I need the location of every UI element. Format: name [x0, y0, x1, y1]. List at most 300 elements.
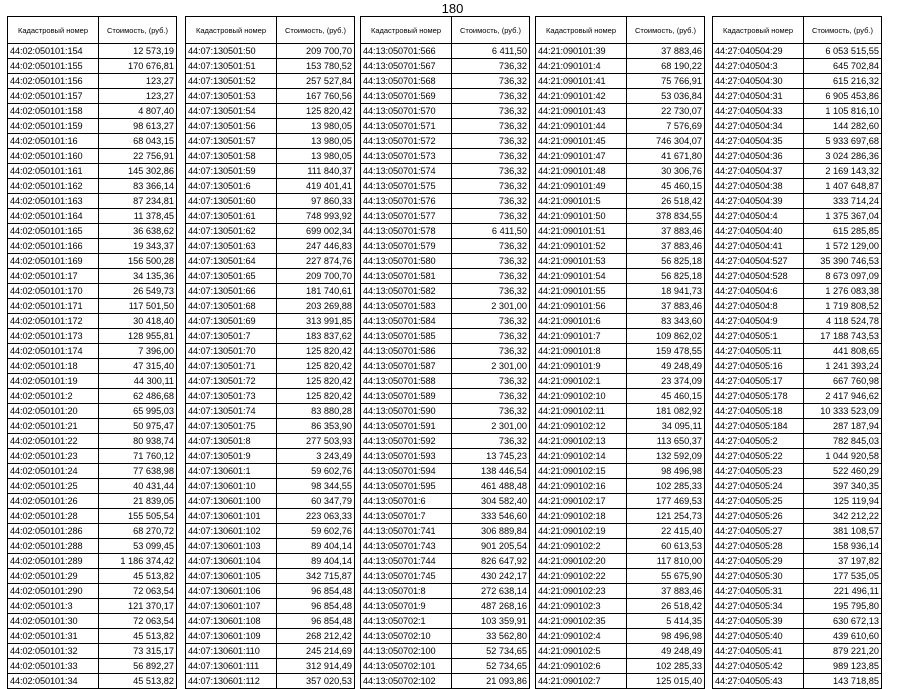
cost-cell: 123,27: [99, 89, 177, 104]
table-row: [713, 359, 882, 374]
cost-cell: 125 820,42: [277, 389, 355, 404]
cost-cell: 98 344,55: [277, 479, 355, 494]
table-header-row: [186, 17, 355, 44]
cadastral-number-cell: 44:21:090101:50: [536, 209, 627, 224]
table-row: [361, 659, 530, 674]
cost-cell: 45 513,82: [99, 629, 177, 644]
table-row: [186, 284, 355, 299]
table-row: [536, 374, 705, 389]
table-row: [536, 509, 705, 524]
cost-cell: 1 186 374,42: [99, 554, 177, 569]
table-row: [8, 509, 177, 524]
cost-cell: 312 914,49: [277, 659, 355, 674]
table-row: [536, 89, 705, 104]
table-row: [536, 194, 705, 209]
cadastral-number-cell: 44:07:130501:71: [186, 359, 277, 374]
cost-cell: 132 592,09: [627, 449, 705, 464]
cadastral-number-cell: 44:27:040504:38: [713, 179, 804, 194]
cost-cell: 272 638,14: [452, 584, 530, 599]
table-row: [713, 644, 882, 659]
table-row: [536, 539, 705, 554]
cadastral-number-cell: 44:02:050101:170: [8, 284, 99, 299]
cadastral-number-cell: 44:02:050101:3: [8, 599, 99, 614]
cost-cell: 736,32: [452, 164, 530, 179]
cost-cell: 748 993,92: [277, 209, 355, 224]
cost-cell: 22 730,07: [627, 104, 705, 119]
table-row: [8, 44, 177, 59]
cadastral-number-cell: 44:21:090102:15: [536, 464, 627, 479]
table-row: [361, 329, 530, 344]
table-row: [713, 404, 882, 419]
table-row: [361, 149, 530, 164]
cost-cell: 699 002,34: [277, 224, 355, 239]
table-row: [536, 179, 705, 194]
table-row: [713, 659, 882, 674]
cost-cell: 6 411,50: [452, 224, 530, 239]
table-row: [361, 179, 530, 194]
cadastral-number-cell: 44:02:050101:33: [8, 659, 99, 674]
cadastral-number-cell: 44:21:090101:53: [536, 254, 627, 269]
cost-cell: 56 825,18: [627, 269, 705, 284]
cadastral-number-cell: 44:07:130501:7: [186, 329, 277, 344]
cost-cell: 117 810,00: [627, 554, 705, 569]
cadastral-number-cell: 44:21:090102:13: [536, 434, 627, 449]
cadastral-number-cell: 44:13:050702:1: [361, 614, 452, 629]
table-row: [713, 479, 882, 494]
table-row: [713, 629, 882, 644]
table-row: [8, 224, 177, 239]
cadastral-number-cell: 44:02:050101:17: [8, 269, 99, 284]
cadastral-number-cell: 44:13:050701:594: [361, 464, 452, 479]
cost-cell: 268 212,42: [277, 629, 355, 644]
cadastral-number-cell: 44:13:050701:8: [361, 584, 452, 599]
table-row: [536, 404, 705, 419]
cadastral-number-cell: 44:07:130501:50: [186, 44, 277, 59]
cadastral-number-cell: 44:27:040504:6: [713, 284, 804, 299]
cadastral-number-cell: 44:13:050701:588: [361, 374, 452, 389]
table-row: [8, 449, 177, 464]
cost-cell: 736,32: [452, 329, 530, 344]
cost-cell: 287 187,94: [804, 419, 882, 434]
cadastral-number-cell: 44:02:050101:28: [8, 509, 99, 524]
cost-cell: 487 268,16: [452, 599, 530, 614]
cadastral-number-cell: 44:07:130601:110: [186, 644, 277, 659]
cost-cell: 782 845,03: [804, 434, 882, 449]
cost-cell: 55 675,90: [627, 569, 705, 584]
cadastral-number-cell: 44:07:130601:105: [186, 569, 277, 584]
table-row: [361, 479, 530, 494]
table-row: [361, 374, 530, 389]
cost-cell: 102 285,33: [627, 659, 705, 674]
cadastral-number-cell: 44:27:040505:43: [713, 674, 804, 689]
cadastral-number-cell: 44:21:090102:10: [536, 389, 627, 404]
cost-cell: 68 043,15: [99, 134, 177, 149]
cadastral-number-cell: 44:07:130601:111: [186, 659, 277, 674]
cadastral-number-cell: 44:07:130501:52: [186, 74, 277, 89]
cost-cell: 45 513,82: [99, 569, 177, 584]
table-row: [536, 164, 705, 179]
cost-cell: 181 082,92: [627, 404, 705, 419]
table-row: [713, 434, 882, 449]
cost-header: Стоимость, (руб.): [452, 17, 530, 44]
table-row: [186, 524, 355, 539]
cost-cell: 4 807,40: [99, 104, 177, 119]
cadastral-number-cell: 44:13:050702:100: [361, 644, 452, 659]
cadastral-number-cell: 44:13:050701:9: [361, 599, 452, 614]
cadastral-number-cell: 44:02:050101:157: [8, 89, 99, 104]
cadastral-number-cell: 44:02:050101:161: [8, 164, 99, 179]
cadastral-number-cell: 44:07:130501:70: [186, 344, 277, 359]
cost-cell: 40 431,44: [99, 479, 177, 494]
cost-cell: 645 702,84: [804, 59, 882, 74]
cadastral-number-cell: 44:07:130501:53: [186, 89, 277, 104]
cadastral-number-cell: 44:07:130501:69: [186, 314, 277, 329]
cost-cell: 96 854,48: [277, 614, 355, 629]
cadastral-number-cell: 44:02:050101:288: [8, 539, 99, 554]
cadastral-number-cell: 44:13:050701:579: [361, 239, 452, 254]
cadastral-number-cell: 44:13:050701:587: [361, 359, 452, 374]
cadastral-number-cell: 44:27:040504:528: [713, 269, 804, 284]
table-row: [536, 524, 705, 539]
cadastral-number-cell: 44:27:040504:40: [713, 224, 804, 239]
cadastral-number-cell: 44:07:130501:56: [186, 119, 277, 134]
cost-cell: 2 301,00: [452, 359, 530, 374]
table-row: [186, 239, 355, 254]
table-row: [8, 674, 177, 689]
cadastral-number-cell: 44:27:040504:41: [713, 239, 804, 254]
cost-cell: 1 241 393,24: [804, 359, 882, 374]
cost-cell: 989 123,85: [804, 659, 882, 674]
cost-cell: 736,32: [452, 239, 530, 254]
cost-cell: 247 446,83: [277, 239, 355, 254]
table-row: [8, 644, 177, 659]
cadastral-number-cell: 44:13:050701:577: [361, 209, 452, 224]
cost-cell: 736,32: [452, 104, 530, 119]
cost-cell: 419 401,41: [277, 179, 355, 194]
table-row: [713, 269, 882, 284]
cadastral-number-cell: 44:21:090102:17: [536, 494, 627, 509]
cost-cell: 153 780,52: [277, 59, 355, 74]
table-row: [361, 59, 530, 74]
cost-cell: 333 546,60: [452, 509, 530, 524]
table-row: [8, 299, 177, 314]
table-row: [8, 314, 177, 329]
cadastral-number-cell: 44:13:050701:744: [361, 554, 452, 569]
cadastral-number-cell: 44:21:090101:55: [536, 284, 627, 299]
cadastral-number-cell: 44:21:090101:9: [536, 359, 627, 374]
cadastral-number-cell: 44:27:040505:2: [713, 434, 804, 449]
table-row: [536, 134, 705, 149]
cadastral-number-cell: 44:21:090102:1: [536, 374, 627, 389]
table-row: [361, 299, 530, 314]
table-row: [713, 464, 882, 479]
table-row: [713, 299, 882, 314]
table-row: [536, 254, 705, 269]
table-row: [361, 209, 530, 224]
cadastral-number-cell: 44:07:130501:75: [186, 419, 277, 434]
table-row: [536, 569, 705, 584]
cost-cell: 277 503,93: [277, 434, 355, 449]
table-row: [186, 479, 355, 494]
cost-cell: 2 169 143,32: [804, 164, 882, 179]
table-row: [186, 314, 355, 329]
cadastral-number-cell: 44:02:050101:160: [8, 149, 99, 164]
cadastral-number-cell: 44:27:040504:527: [713, 254, 804, 269]
table-row: [536, 494, 705, 509]
cadastral-number-cell: 44:13:050701:570: [361, 104, 452, 119]
cadastral-number-cell: 44:02:050101:24: [8, 464, 99, 479]
table-row: [8, 434, 177, 449]
cost-cell: 21 093,86: [452, 674, 530, 689]
cost-cell: 13 745,23: [452, 449, 530, 464]
cost-cell: 203 269,88: [277, 299, 355, 314]
cost-cell: 6 053 515,55: [804, 44, 882, 59]
cadastral-number-cell: 44:21:090101:41: [536, 74, 627, 89]
cost-cell: 13 980,05: [277, 119, 355, 134]
cadastral-number-cell: 44:02:050101:174: [8, 344, 99, 359]
cost-cell: 313 991,85: [277, 314, 355, 329]
cadastral-number-cell: 44:21:090101:47: [536, 149, 627, 164]
cadastral-number-cell: 44:21:090101:44: [536, 119, 627, 134]
table-row: [361, 359, 530, 374]
cost-cell: 209 700,70: [277, 269, 355, 284]
cadastral-number-cell: 44:27:040505:28: [713, 539, 804, 554]
table-row: [186, 329, 355, 344]
table-row: [361, 509, 530, 524]
cost-cell: 5 933 697,68: [804, 134, 882, 149]
cadastral-number-cell: 44:27:040504:35: [713, 134, 804, 149]
table-row: [361, 254, 530, 269]
cadastral-number-cell: 44:13:050701:576: [361, 194, 452, 209]
cost-cell: 879 221,20: [804, 644, 882, 659]
cadastral-number-cell: 44:21:090101:49: [536, 179, 627, 194]
cost-cell: 98 496,98: [627, 464, 705, 479]
cost-cell: 83 366,14: [99, 179, 177, 194]
table-row: [361, 614, 530, 629]
cadastral-number-cell: 44:02:050101:25: [8, 479, 99, 494]
table-row: [361, 464, 530, 479]
cadastral-number-cell: 44:27:040505:11: [713, 344, 804, 359]
table-row: [186, 614, 355, 629]
cadastral-number-cell: 44:07:130501:58: [186, 149, 277, 164]
cadastral-number-cell: 44:21:090101:8: [536, 344, 627, 359]
cost-cell: 615 285,85: [804, 224, 882, 239]
cost-cell: 56 892,27: [99, 659, 177, 674]
cadastral-number-cell: 44:27:040504:9: [713, 314, 804, 329]
cadastral-number-cell: 44:27:040505:25: [713, 494, 804, 509]
table-row: [536, 149, 705, 164]
table-row: [361, 44, 530, 59]
table-row: [361, 449, 530, 464]
cost-cell: 26 549,73: [99, 284, 177, 299]
table-row: [713, 224, 882, 239]
table-row: [8, 74, 177, 89]
cost-cell: 1 105 816,10: [804, 104, 882, 119]
table-row: [361, 74, 530, 89]
cadastral-number-cell: 44:07:130501:66: [186, 284, 277, 299]
cadastral-number-cell: 44:02:050101:172: [8, 314, 99, 329]
cost-cell: 736,32: [452, 59, 530, 74]
cadastral-number-cell: 44:21:090102:23: [536, 584, 627, 599]
cadastral-number-cell: 44:07:130501:8: [186, 434, 277, 449]
cadastral-number-cell: 44:02:050101:159: [8, 119, 99, 134]
cadastral-number-header: Кадастровый номер: [536, 17, 627, 44]
table-row: [713, 449, 882, 464]
cost-cell: 60 613,53: [627, 539, 705, 554]
table-row: [186, 119, 355, 134]
cadastral-number-cell: 44:13:050701:566: [361, 44, 452, 59]
table-row: [8, 179, 177, 194]
table-row: [8, 614, 177, 629]
table-row: [8, 284, 177, 299]
cost-cell: 6 411,50: [452, 44, 530, 59]
cost-cell: 13 980,05: [277, 134, 355, 149]
cost-table: [360, 16, 530, 689]
table-row: [8, 344, 177, 359]
cost-cell: 109 862,02: [627, 329, 705, 344]
cost-cell: 77 638,98: [99, 464, 177, 479]
cadastral-number-cell: 44:27:040505:30: [713, 569, 804, 584]
cadastral-number-cell: 44:07:130601:112: [186, 674, 277, 689]
cost-cell: 83 343,60: [627, 314, 705, 329]
cost-cell: 221 496,11: [804, 584, 882, 599]
cost-cell: 128 955,81: [99, 329, 177, 344]
cadastral-number-cell: 44:13:050702:101: [361, 659, 452, 674]
table-row: [713, 494, 882, 509]
table-row: [536, 359, 705, 374]
table-row: [186, 374, 355, 389]
cadastral-number-cell: 44:02:050101:34: [8, 674, 99, 689]
cost-cell: 6 905 453,86: [804, 89, 882, 104]
table-row: [536, 389, 705, 404]
cost-cell: 381 108,57: [804, 524, 882, 539]
cadastral-number-cell: 44:07:130501:68: [186, 299, 277, 314]
table-row: [713, 344, 882, 359]
cadastral-number-cell: 44:02:050101:18: [8, 359, 99, 374]
table-row: [186, 44, 355, 59]
cost-cell: 736,32: [452, 209, 530, 224]
cost-cell: 47 315,40: [99, 359, 177, 374]
cadastral-number-cell: 44:02:050101:22: [8, 434, 99, 449]
cadastral-number-cell: 44:13:050701:741: [361, 524, 452, 539]
cadastral-number-cell: 44:13:050701:586: [361, 344, 452, 359]
table-row: [713, 539, 882, 554]
cost-header: Стоимость, (руб.): [277, 17, 355, 44]
cadastral-number-cell: 44:21:090102:16: [536, 479, 627, 494]
table-row: [8, 89, 177, 104]
cost-cell: 26 518,42: [627, 194, 705, 209]
cost-cell: 8 673 097,09: [804, 269, 882, 284]
table-row: [713, 209, 882, 224]
cost-cell: 59 602,76: [277, 464, 355, 479]
cadastral-number-cell: 44:27:040504:30: [713, 74, 804, 89]
cost-cell: 461 488,48: [452, 479, 530, 494]
table-row: [713, 674, 882, 689]
table-row: [186, 644, 355, 659]
cost-cell: 7 396,00: [99, 344, 177, 359]
cadastral-number-cell: 44:27:040505:1: [713, 329, 804, 344]
cost-cell: 59 602,76: [277, 524, 355, 539]
cadastral-number-cell: 44:13:050701:593: [361, 449, 452, 464]
cadastral-number-cell: 44:07:130501:6: [186, 179, 277, 194]
cadastral-number-cell: 44:27:040505:29: [713, 554, 804, 569]
table-row: [8, 554, 177, 569]
table-row: [536, 269, 705, 284]
cost-cell: 45 513,82: [99, 674, 177, 689]
cadastral-number-cell: 44:27:040505:31: [713, 584, 804, 599]
cadastral-number-cell: 44:21:090102:35: [536, 614, 627, 629]
cadastral-number-cell: 44:21:090102:11: [536, 404, 627, 419]
cost-cell: 26 518,42: [627, 599, 705, 614]
table-header-row: [361, 17, 530, 44]
cost-cell: 170 676,81: [99, 59, 177, 74]
cadastral-number-cell: 44:02:050101:158: [8, 104, 99, 119]
cadastral-number-cell: 44:27:040505:16: [713, 359, 804, 374]
cost-cell: 21 839,05: [99, 494, 177, 509]
cost-cell: 3 243,49: [277, 449, 355, 464]
cadastral-number-cell: 44:13:050701:589: [361, 389, 452, 404]
table-row: [8, 599, 177, 614]
cost-cell: 826 647,92: [452, 554, 530, 569]
cost-cell: 102 285,33: [627, 479, 705, 494]
cost-cell: 736,32: [452, 254, 530, 269]
cadastral-number-header: Кадастровый номер: [8, 17, 99, 44]
cost-cell: 736,32: [452, 194, 530, 209]
cadastral-number-cell: 44:02:050101:32: [8, 644, 99, 659]
cadastral-number-cell: 44:02:050101:286: [8, 524, 99, 539]
table-row: [186, 209, 355, 224]
cost-cell: 342 212,22: [804, 509, 882, 524]
cost-cell: 177 535,05: [804, 569, 882, 584]
cost-table-5: [712, 16, 882, 689]
table-row: [186, 674, 355, 689]
table-row: [186, 569, 355, 584]
cadastral-number-cell: 44:27:040504:34: [713, 119, 804, 134]
cost-cell: 736,32: [452, 74, 530, 89]
table-row: [186, 224, 355, 239]
table-row: [186, 449, 355, 464]
cost-table: [185, 16, 355, 689]
cost-cell: 7 576,69: [627, 119, 705, 134]
table-row: [713, 179, 882, 194]
cadastral-number-cell: 44:02:050101:173: [8, 329, 99, 344]
table-row: [713, 389, 882, 404]
cost-cell: 37 883,46: [627, 239, 705, 254]
cost-cell: 123,27: [99, 74, 177, 89]
cadastral-number-cell: 44:07:130501:72: [186, 374, 277, 389]
cost-cell: 68 190,22: [627, 59, 705, 74]
table-row: [8, 419, 177, 434]
table-row: [361, 89, 530, 104]
cost-cell: 304 582,40: [452, 494, 530, 509]
cost-cell: 111 840,37: [277, 164, 355, 179]
cadastral-number-cell: 44:07:130601:108: [186, 614, 277, 629]
cost-cell: 121 254,73: [627, 509, 705, 524]
cost-cell: 145 302,86: [99, 164, 177, 179]
cadastral-number-cell: 44:07:130601:109: [186, 629, 277, 644]
cost-cell: 1 375 367,04: [804, 209, 882, 224]
cost-cell: 45 460,15: [627, 179, 705, 194]
cadastral-number-cell: 44:21:090101:42: [536, 89, 627, 104]
table-row: [536, 344, 705, 359]
cost-cell: 89 404,14: [277, 539, 355, 554]
cadastral-number-cell: 44:21:090102:20: [536, 554, 627, 569]
cost-cell: 37 883,46: [627, 584, 705, 599]
table-row: [536, 314, 705, 329]
cadastral-number-cell: 44:07:130601:107: [186, 599, 277, 614]
cost-cell: 257 527,84: [277, 74, 355, 89]
table-row: [361, 434, 530, 449]
